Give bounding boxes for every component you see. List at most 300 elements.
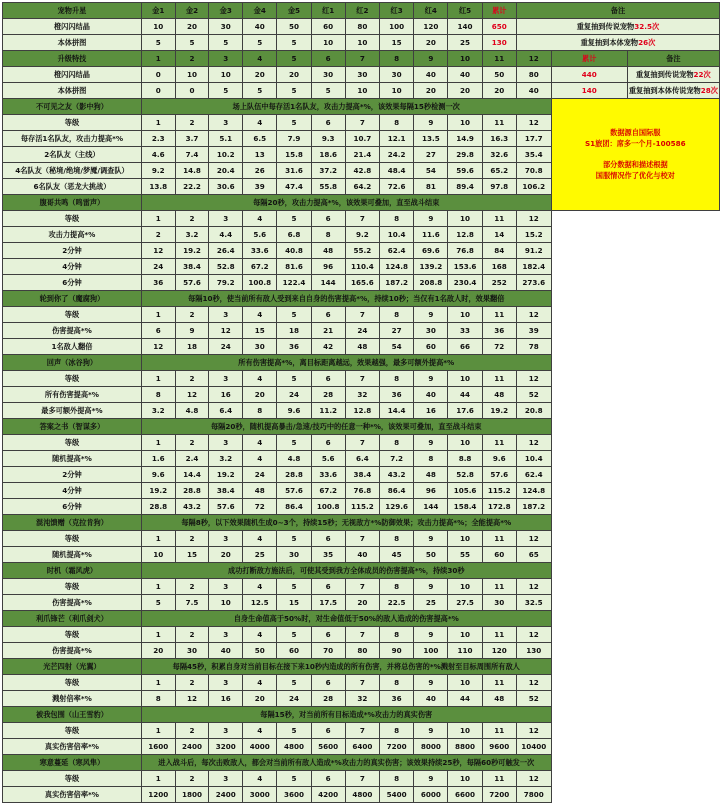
data-sheet bbox=[2, 2, 720, 803]
row-label: 4分钟 bbox=[3, 259, 142, 275]
value-cell: 30 bbox=[380, 67, 414, 83]
skill-desc: 每隔20秒，随机提高暴击/急速/技巧中的任意一种*%，该效果可叠加，直至战斗结束 bbox=[141, 419, 551, 435]
level-cell: 6 bbox=[311, 531, 345, 547]
level-cell: 9 bbox=[414, 115, 448, 131]
skill-name: 轮到你了（魔腐狗） bbox=[3, 291, 142, 307]
value-cell: 9.2 bbox=[345, 227, 379, 243]
table-row bbox=[3, 371, 720, 387]
value-cell: 44 bbox=[448, 691, 482, 707]
value-cell: 47.4 bbox=[277, 179, 311, 195]
level-cell: 9 bbox=[414, 211, 448, 227]
value-cell: 48 bbox=[311, 243, 345, 259]
level-label: 等级 bbox=[3, 371, 142, 387]
value-cell: 17.6 bbox=[448, 403, 482, 419]
value-cell: 50 bbox=[243, 643, 277, 659]
value-cell: 7200 bbox=[380, 739, 414, 755]
value-cell: 20 bbox=[482, 83, 516, 99]
level-cell: 4 bbox=[243, 723, 277, 739]
level-cell: 7 bbox=[345, 675, 379, 691]
value-cell: 16 bbox=[209, 691, 243, 707]
value-cell: 9.6 bbox=[141, 467, 175, 483]
value-cell: 44 bbox=[448, 387, 482, 403]
level-cell: 7 bbox=[345, 307, 379, 323]
skill-name: 光芒四射（光翼） bbox=[3, 659, 142, 675]
value-cell: 20 bbox=[243, 387, 277, 403]
value-cell: 8000 bbox=[414, 739, 448, 755]
level-label: 等级 bbox=[3, 723, 142, 739]
value-cell: 144 bbox=[311, 275, 345, 291]
level-cell: 10 bbox=[448, 723, 482, 739]
level-cell: 11 bbox=[482, 627, 516, 643]
skill-desc: 每隔15秒，对当前所有目标造成*%攻击力的真实伤害 bbox=[141, 707, 551, 723]
value-cell: 16 bbox=[209, 387, 243, 403]
star-col-header: 红4 bbox=[414, 3, 448, 19]
table-row bbox=[3, 611, 720, 627]
level-cell: 1 bbox=[141, 675, 175, 691]
value-cell: 273.6 bbox=[516, 275, 551, 291]
value-cell: 60 bbox=[414, 339, 448, 355]
row-label: 6分钟 bbox=[3, 275, 142, 291]
value-cell: 13.5 bbox=[414, 131, 448, 147]
value-cell: 89.4 bbox=[448, 179, 482, 195]
level-cell: 7 bbox=[345, 115, 379, 131]
value-cell: 24 bbox=[277, 691, 311, 707]
table-row bbox=[3, 3, 720, 19]
level-cell: 7 bbox=[345, 627, 379, 643]
skill-name: 不可见之友（影中狗） bbox=[3, 99, 142, 115]
level-cell: 5 bbox=[277, 531, 311, 547]
level-cell: 12 bbox=[516, 579, 551, 595]
level-cell: 8 bbox=[380, 771, 414, 787]
value-cell: 27.5 bbox=[448, 595, 482, 611]
level-cell: 6 bbox=[311, 627, 345, 643]
level-cell: 3 bbox=[209, 723, 243, 739]
level-cell: 8 bbox=[380, 115, 414, 131]
value-cell: 42 bbox=[311, 339, 345, 355]
value-cell: 33.6 bbox=[311, 467, 345, 483]
value-cell: 8 bbox=[414, 451, 448, 467]
level-label: 等级 bbox=[3, 627, 142, 643]
table-row bbox=[3, 483, 720, 499]
remark-count: 22次 bbox=[693, 70, 711, 79]
value-cell: 10 bbox=[345, 83, 379, 99]
value-cell: 36 bbox=[141, 275, 175, 291]
value-cell: 48.4 bbox=[380, 163, 414, 179]
value-cell: 22.2 bbox=[175, 179, 209, 195]
star-total-header: 累计 bbox=[482, 3, 516, 19]
table-row bbox=[3, 19, 720, 35]
skill-desc: 自身生命值高于50%时，对生命值低于50%的敌人造成的伤害提高*% bbox=[141, 611, 551, 627]
value-cell: 25 bbox=[414, 595, 448, 611]
value-cell: 115.2 bbox=[345, 499, 379, 515]
value-cell: 30.6 bbox=[209, 179, 243, 195]
level-cell: 11 bbox=[482, 115, 516, 131]
table-row bbox=[3, 99, 720, 115]
value-cell: 1200 bbox=[141, 787, 175, 803]
remark-text: 重复抽到本体宠物 bbox=[580, 38, 639, 47]
value-cell: 37.2 bbox=[311, 163, 345, 179]
value-cell: 22.5 bbox=[380, 595, 414, 611]
value-cell: 5.6 bbox=[311, 451, 345, 467]
value-cell: 9 bbox=[175, 323, 209, 339]
table-row bbox=[3, 243, 720, 259]
value-cell: 3.7 bbox=[175, 131, 209, 147]
level-cell: 8 bbox=[380, 371, 414, 387]
note-line4: 国服情况作了优化与校对 bbox=[595, 170, 675, 180]
value-cell: 20 bbox=[448, 83, 482, 99]
level-cell: 1 bbox=[141, 771, 175, 787]
table-row bbox=[3, 227, 720, 243]
level-cell: 9 bbox=[414, 675, 448, 691]
table-row bbox=[3, 307, 720, 323]
value-cell: 6000 bbox=[414, 787, 448, 803]
value-cell: 19.2 bbox=[482, 403, 516, 419]
table-row bbox=[3, 515, 720, 531]
value-cell: 10.7 bbox=[345, 131, 379, 147]
star-col-header: 金3 bbox=[209, 3, 243, 19]
value-cell: 5 bbox=[175, 35, 209, 51]
value-cell: 20 bbox=[243, 67, 277, 83]
value-cell: 76.8 bbox=[345, 483, 379, 499]
value-cell: 30 bbox=[311, 67, 345, 83]
value-cell: 32.5 bbox=[516, 595, 551, 611]
value-cell: 12.5 bbox=[243, 595, 277, 611]
value-cell: 0 bbox=[175, 83, 209, 99]
level-cell: 7 bbox=[345, 371, 379, 387]
value-cell: 105.6 bbox=[448, 483, 482, 499]
level-cell: 5 bbox=[277, 211, 311, 227]
value-cell: 124.8 bbox=[380, 259, 414, 275]
value-cell: 3.2 bbox=[175, 227, 209, 243]
upgrade-col-header: 8 bbox=[380, 51, 414, 67]
skill-name: 被我包围（山王雪豹） bbox=[3, 707, 142, 723]
value-cell: 140 bbox=[448, 19, 482, 35]
value-cell: 7800 bbox=[516, 787, 551, 803]
value-cell: 86.4 bbox=[380, 483, 414, 499]
value-cell: 5400 bbox=[380, 787, 414, 803]
value-cell: 13 bbox=[243, 147, 277, 163]
value-cell: 110.4 bbox=[345, 259, 379, 275]
value-cell: 28 bbox=[311, 387, 345, 403]
value-cell: 208.8 bbox=[414, 275, 448, 291]
skill-desc: 进入战斗后，每次击败敌人，都会对当前所有敌人造成*%攻击力的真实伤害；该效果持续25秒，每隔60秒可触发一次 bbox=[141, 755, 551, 771]
level-cell: 11 bbox=[482, 307, 516, 323]
skill-desc: 每隔8秒，以下效果随机生成0~3个，持续15秒；无视敌方*%防御效果；攻击力提高*%；全能提高*% bbox=[141, 515, 551, 531]
note-line3: 部分数据和描述根据 bbox=[602, 159, 668, 169]
level-cell: 8 bbox=[380, 211, 414, 227]
value-cell: 5 bbox=[277, 83, 311, 99]
value-cell: 6.4 bbox=[345, 451, 379, 467]
value-cell: 38.4 bbox=[345, 467, 379, 483]
value-cell: 80 bbox=[345, 19, 379, 35]
value-cell: 7.2 bbox=[380, 451, 414, 467]
value-cell: 5 bbox=[311, 83, 345, 99]
row-label: 2分钟 bbox=[3, 467, 142, 483]
row-label: 4名队友（秘境/绝境/梦魇/调查队） bbox=[3, 163, 142, 179]
value-cell: 17.5 bbox=[311, 595, 345, 611]
level-cell: 6 bbox=[311, 771, 345, 787]
value-cell: 6 bbox=[141, 323, 175, 339]
level-cell: 7 bbox=[345, 211, 379, 227]
row-label: 伤害提高*% bbox=[3, 595, 142, 611]
level-cell: 10 bbox=[448, 115, 482, 131]
value-cell: 25 bbox=[448, 35, 482, 51]
level-cell: 5 bbox=[277, 627, 311, 643]
value-cell: 15 bbox=[243, 323, 277, 339]
level-label: 等级 bbox=[3, 531, 142, 547]
value-cell: 172.8 bbox=[482, 499, 516, 515]
value-cell: 20 bbox=[277, 67, 311, 83]
value-cell: 91.2 bbox=[516, 243, 551, 259]
value-cell: 10 bbox=[380, 83, 414, 99]
remark-cell bbox=[627, 83, 719, 99]
value-cell: 10.2 bbox=[209, 147, 243, 163]
value-cell: 96 bbox=[414, 483, 448, 499]
level-cell: 8 bbox=[380, 579, 414, 595]
level-cell: 4 bbox=[243, 307, 277, 323]
star-remark-header: 备注 bbox=[516, 3, 719, 19]
level-cell: 11 bbox=[482, 723, 516, 739]
level-cell: 8 bbox=[380, 531, 414, 547]
value-cell: 5600 bbox=[311, 739, 345, 755]
skill-name: 时机（霜风虎） bbox=[3, 563, 142, 579]
level-cell: 2 bbox=[175, 307, 209, 323]
remark-count: 28次 bbox=[700, 86, 718, 95]
star-col-header: 红5 bbox=[448, 3, 482, 19]
value-cell: 18 bbox=[277, 323, 311, 339]
value-cell: 4 bbox=[243, 451, 277, 467]
value-cell: 28.8 bbox=[141, 499, 175, 515]
skill-desc: 每隔45秒，积累自身对当前目标在接下来10秒内造成的所有伤害，并将总伤害的*%溅射至目标周围所有敌人 bbox=[141, 659, 551, 675]
upgrade-total-header: 累计 bbox=[551, 51, 627, 67]
value-cell: 30 bbox=[175, 643, 209, 659]
total-cell: 650 bbox=[482, 19, 516, 35]
upgrade-col-header: 10 bbox=[448, 51, 482, 67]
value-cell: 16.3 bbox=[482, 131, 516, 147]
value-cell: 24 bbox=[277, 387, 311, 403]
value-cell: 230.4 bbox=[448, 275, 482, 291]
upgrade-col-header: 5 bbox=[277, 51, 311, 67]
table-row bbox=[3, 499, 720, 515]
row-label: 2分钟 bbox=[3, 243, 142, 259]
value-cell: 28 bbox=[311, 691, 345, 707]
level-cell: 5 bbox=[277, 307, 311, 323]
skill-name: 混沌馈赠（克拉肯狗） bbox=[3, 515, 142, 531]
row-label: 溅射倍率*% bbox=[3, 691, 142, 707]
value-cell: 4.8 bbox=[277, 451, 311, 467]
level-cell: 10 bbox=[448, 435, 482, 451]
level-cell: 4 bbox=[243, 371, 277, 387]
value-cell: 90 bbox=[380, 643, 414, 659]
value-cell: 6400 bbox=[345, 739, 379, 755]
value-cell: 6.5 bbox=[243, 131, 277, 147]
remark-text: 重复抽到传说宠物 bbox=[576, 22, 635, 31]
level-cell: 2 bbox=[175, 723, 209, 739]
value-cell: 27 bbox=[380, 323, 414, 339]
value-cell: 24 bbox=[209, 339, 243, 355]
skill-desc: 场上队伍中每存活1名队友，攻击力提高*%，该效果每隔15秒检测一次 bbox=[141, 99, 551, 115]
value-cell: 14.9 bbox=[448, 131, 482, 147]
value-cell: 26.4 bbox=[209, 243, 243, 259]
value-cell: 5.6 bbox=[243, 227, 277, 243]
value-cell: 8800 bbox=[448, 739, 482, 755]
value-cell: 36 bbox=[277, 339, 311, 355]
value-cell: 79.2 bbox=[209, 275, 243, 291]
value-cell: 4800 bbox=[277, 739, 311, 755]
table-row bbox=[3, 387, 720, 403]
upgrade-col-header: 11 bbox=[482, 51, 516, 67]
value-cell: 3000 bbox=[243, 787, 277, 803]
value-cell: 52 bbox=[516, 691, 551, 707]
value-cell: 100.8 bbox=[311, 499, 345, 515]
row-label: 伤害提高*% bbox=[3, 643, 142, 659]
table-row bbox=[3, 83, 720, 99]
value-cell: 122.4 bbox=[277, 275, 311, 291]
table-row bbox=[3, 211, 720, 227]
value-cell: 66 bbox=[448, 339, 482, 355]
value-cell: 10 bbox=[209, 595, 243, 611]
value-cell: 6.4 bbox=[209, 403, 243, 419]
level-cell: 8 bbox=[380, 675, 414, 691]
value-cell: 11.6 bbox=[414, 227, 448, 243]
value-cell: 81.6 bbox=[277, 259, 311, 275]
row-label: 每存活1名队友，攻击力提高*% bbox=[3, 131, 142, 147]
value-cell: 5 bbox=[243, 35, 277, 51]
value-cell: 30 bbox=[414, 323, 448, 339]
value-cell: 27 bbox=[414, 147, 448, 163]
value-cell: 72 bbox=[482, 339, 516, 355]
value-cell: 130 bbox=[516, 643, 551, 659]
value-cell: 8 bbox=[141, 387, 175, 403]
table-row bbox=[3, 67, 720, 83]
level-cell: 3 bbox=[209, 211, 243, 227]
level-cell: 12 bbox=[516, 675, 551, 691]
table-row bbox=[3, 547, 720, 563]
star-col-header: 红3 bbox=[380, 3, 414, 19]
table-row bbox=[3, 643, 720, 659]
value-cell: 5 bbox=[209, 35, 243, 51]
value-cell: 120 bbox=[414, 19, 448, 35]
value-cell: 39 bbox=[516, 323, 551, 339]
level-label: 等级 bbox=[3, 675, 142, 691]
level-cell: 8 bbox=[380, 723, 414, 739]
value-cell: 32.6 bbox=[482, 147, 516, 163]
value-cell: 3.2 bbox=[209, 451, 243, 467]
row-label: 伤害提高*% bbox=[3, 323, 142, 339]
skill-name: 利爪锋芒（利爪剑犬） bbox=[3, 611, 142, 627]
value-cell: 10 bbox=[345, 35, 379, 51]
value-cell: 5 bbox=[141, 595, 175, 611]
star-title: 宠物升星 bbox=[3, 3, 142, 19]
level-cell: 3 bbox=[209, 771, 243, 787]
level-cell: 7 bbox=[345, 579, 379, 595]
value-cell: 144 bbox=[414, 499, 448, 515]
value-cell: 28.8 bbox=[277, 467, 311, 483]
level-cell: 12 bbox=[516, 531, 551, 547]
table-row bbox=[3, 707, 720, 723]
value-cell: 40 bbox=[345, 547, 379, 563]
star-col-header: 红1 bbox=[311, 3, 345, 19]
level-cell: 1 bbox=[141, 371, 175, 387]
value-cell: 35 bbox=[311, 547, 345, 563]
value-cell: 32 bbox=[345, 387, 379, 403]
table-row bbox=[3, 323, 720, 339]
value-cell: 76.8 bbox=[448, 243, 482, 259]
value-cell: 80 bbox=[345, 643, 379, 659]
value-cell: 10 bbox=[141, 547, 175, 563]
value-cell: 67.2 bbox=[243, 259, 277, 275]
value-cell: 10 bbox=[175, 67, 209, 83]
level-cell: 3 bbox=[209, 307, 243, 323]
value-cell: 9.6 bbox=[277, 403, 311, 419]
level-cell: 3 bbox=[209, 627, 243, 643]
value-cell: 30 bbox=[277, 547, 311, 563]
level-cell: 7 bbox=[345, 531, 379, 547]
value-cell: 52.8 bbox=[209, 259, 243, 275]
remark-count: 26次 bbox=[638, 38, 656, 47]
table-row bbox=[3, 467, 720, 483]
value-cell: 12 bbox=[175, 387, 209, 403]
skill-name: 回声（冰谷狗） bbox=[3, 355, 142, 371]
remark-cell bbox=[627, 67, 719, 83]
level-cell: 4 bbox=[243, 771, 277, 787]
row-label: 最多可额外提高*% bbox=[3, 403, 142, 419]
value-cell: 21 bbox=[311, 323, 345, 339]
level-cell: 2 bbox=[175, 211, 209, 227]
value-cell: 12 bbox=[209, 323, 243, 339]
upgrade-title: 升级特技 bbox=[3, 51, 142, 67]
value-cell: 48 bbox=[482, 387, 516, 403]
level-cell: 2 bbox=[175, 627, 209, 643]
skill-desc: 所有伤害提高*%，离目标距离越远，效果越强，最多可额外提高*% bbox=[141, 355, 551, 371]
table-row bbox=[3, 259, 720, 275]
value-cell: 139.2 bbox=[414, 259, 448, 275]
level-cell: 4 bbox=[243, 115, 277, 131]
value-cell: 20.4 bbox=[209, 163, 243, 179]
value-cell: 15.2 bbox=[516, 227, 551, 243]
value-cell: 18 bbox=[175, 339, 209, 355]
value-cell: 55.8 bbox=[311, 179, 345, 195]
level-cell: 6 bbox=[311, 675, 345, 691]
value-cell: 55 bbox=[448, 547, 482, 563]
value-cell: 54 bbox=[380, 339, 414, 355]
value-cell: 57.6 bbox=[209, 499, 243, 515]
value-cell: 36 bbox=[482, 323, 516, 339]
value-cell: 5 bbox=[209, 83, 243, 99]
value-cell: 124.8 bbox=[516, 483, 551, 499]
value-cell: 165.6 bbox=[345, 275, 379, 291]
value-cell: 7200 bbox=[482, 787, 516, 803]
level-cell: 10 bbox=[448, 675, 482, 691]
table-row bbox=[3, 419, 720, 435]
level-cell: 7 bbox=[345, 771, 379, 787]
table-row bbox=[3, 355, 720, 371]
upgrade-col-header: 9 bbox=[414, 51, 448, 67]
level-cell: 2 bbox=[175, 115, 209, 131]
value-cell: 48 bbox=[482, 691, 516, 707]
skill-name: 寒意蔓延（寒风隼） bbox=[3, 755, 142, 771]
row-label: 真实伤害倍率*% bbox=[3, 739, 142, 755]
level-cell: 2 bbox=[175, 531, 209, 547]
value-cell: 30 bbox=[345, 67, 379, 83]
level-label: 等级 bbox=[3, 307, 142, 323]
value-cell: 8.8 bbox=[448, 451, 482, 467]
table-row bbox=[3, 291, 720, 307]
value-cell: 70 bbox=[311, 643, 345, 659]
value-cell: 2.3 bbox=[141, 131, 175, 147]
value-cell: 16 bbox=[414, 403, 448, 419]
value-cell: 30 bbox=[482, 595, 516, 611]
